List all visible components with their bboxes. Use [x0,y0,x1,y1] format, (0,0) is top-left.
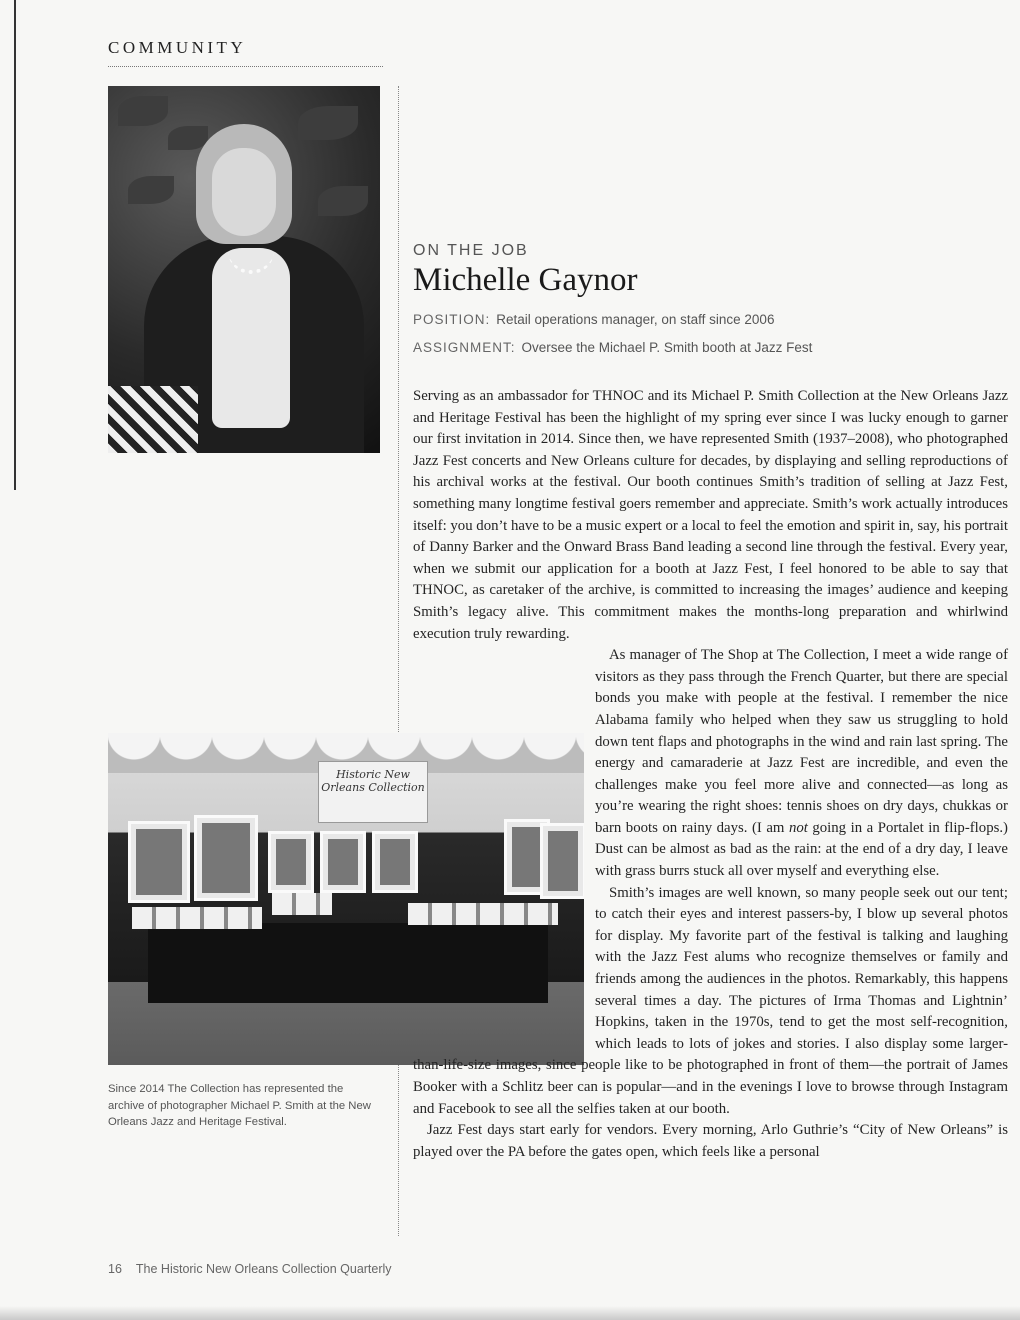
emphasis: not [788,819,808,836]
photo-caption: Since 2014 The Collection has represented the archive of photographer Michael P. Smith at the New Orleans Jazz and Heritage Festival. [108,1083,371,1128]
paragraph: Smith’s images are well known, so many people seek out our tent; to catch their eyes and interest passers-by, I blow up several photos for display. My favorite part of the festival is talking and laughing with the Jazz Fest alums who recognize themselves or family and friends among the audiences in the photos. Remarkably, this happens several times a day. The pictures of Irma Thomas and Lightnin’ Hopkins, taken in the 1970s, tend to get the most self-recognition, which leads to lots of jokes and stories. I also display some larger-than-life-size images, since people like to be photographed in front of them—the portrait of James Booker with a Schlitz beer can is popular—and in the evenings I love to browse through Instagram and Facebook to see all the selfies taken at our booth. [413,884,1008,1117]
foliage [318,186,368,216]
framed-print [194,815,258,901]
section-divider [108,66,383,67]
person-name: Michelle Gaynor [413,262,638,298]
framed-print [320,831,366,893]
foliage [298,106,358,140]
position-key: POSITION: [413,312,491,327]
print-bin [132,907,262,929]
section-label: COMMUNITY [108,38,247,57]
page-footer [108,1262,392,1276]
assignment-line [413,340,812,355]
assignment-value: Oversee the Michael P. Smith booth at Jazz Fest [521,340,813,355]
article-body [413,386,1008,1163]
position-value: Retail operations manager, on staff since 2006 [496,312,775,327]
page-edge-rule [14,0,16,490]
patterned-skirt [108,386,198,453]
scan-shadow [0,1306,1020,1320]
paragraph-text: going in a Portalet in flip-flops.) Dust can be almost as bad as the rain: at the end of a dry day, I leave with grass burrs stuck all over myself and everything else. [595,819,1008,880]
kicker: ON THE JOB [413,242,529,259]
booth-sign: Historic New Orleans Collection [318,761,428,823]
page-number: 16 [108,1262,122,1276]
blouse [212,248,290,428]
foliage [128,176,174,204]
framed-print [372,831,418,893]
paragraph: Serving as an ambassador for THNOC and its Michael P. Smith Collection at the New Orleans Jazz and Heritage Festival has been the highlight of my spring ever since I was lucky enough to garner our first invitation in 2014. Since then, we have represented Smith (1937–2008), who photographed Jazz Fest concerts and New Orleans culture for decades, by displaying and selling reproductions of his archival works at the festival. Our booth continues Smith’s tradition of selling at Jazz Fest, something many longtime festival goers remember and appreciate. Smith’s work actually introduces itself: you don’t have to be a music expert or a local to feel the emotion and spirit in, say, his portrait of Danny Barker and the Onward Brass Band leading a second line through the festival. Every year, when we submit our application for a booth at Jazz Fest, I feel honored to be able to say that THNOC, as caretaker of the archive, is committed to increasing the images’ audience and keeping Smith’s legacy alive. This commitment makes the months-long preparation and whirlwind execution truly rewarding. [413,388,1009,642]
paragraph: Jazz Fest days start early for vendors. Every morning, Arlo Guthrie’s “City of New Orleans” is played over the PA before the gates open, which feels like a personal [413,1122,1008,1160]
paragraph-text: As manager of The Shop at The Collection, I meet a wide range of visitors as they pass through the French Quarter, but there are special bonds you make with people at the festival. I remember the nice Alabama family who helped when they saw us struggling to hold down tent flaps and photographs in the wind and rain last spring. The energy and camaraderie at Jazz Fest are incredible, and even the challenges make you feel more alive and connected—as long as you’re wearing the right shoes: tennis shoes on dry days, chukkas or barn boots on rainy days. (I am [595,647,1008,836]
print-bin [272,893,332,915]
assignment-key: ASSIGNMENT: [413,340,516,355]
photo-wrap-space [413,666,595,1038]
framed-print [128,821,190,903]
portrait-photo [108,86,380,453]
publication-title: The Historic New Orleans Collection Quarterly [135,1262,392,1276]
foliage [118,96,168,126]
face [212,148,276,236]
framed-print [268,831,314,893]
position-line [413,312,774,327]
